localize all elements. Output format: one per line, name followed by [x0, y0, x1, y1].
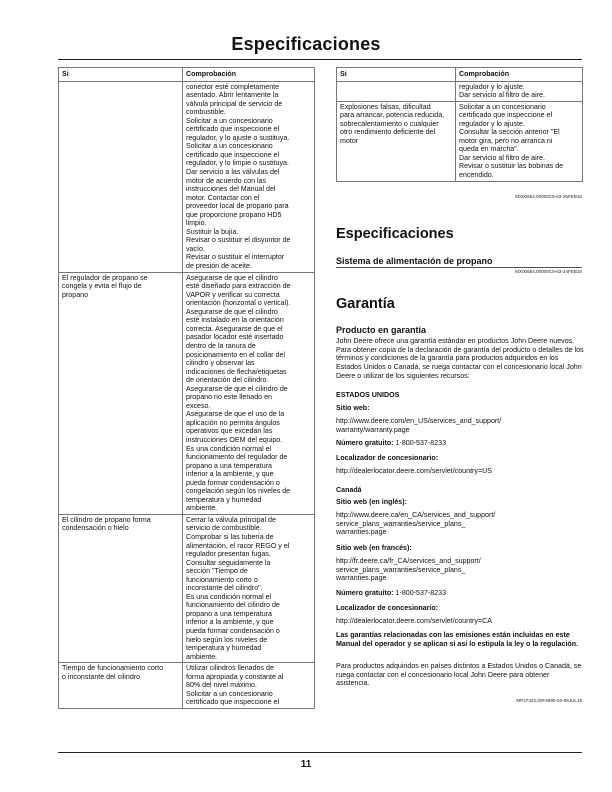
reference-code: MX00654,00000C9-63-24FEB16 — [515, 269, 582, 274]
si-cell — [59, 81, 183, 272]
table-header-row — [337, 68, 583, 82]
ca-phone-number: 1-800-537-8233 — [395, 589, 447, 597]
us-locator-link[interactable]: http://dealerlocator.deere.com/servlet/country=US — [336, 467, 492, 475]
us-phone-label: Número gratuito: — [336, 439, 394, 447]
si-cell — [337, 81, 456, 101]
title-divider — [58, 59, 582, 60]
us-website-label: Sitio web: — [336, 404, 370, 412]
page-title: Especificaciones — [231, 34, 381, 54]
si-cell: El regulador de propano se congela y evita el flujo de propano — [59, 272, 183, 514]
table-row — [59, 272, 315, 514]
column-header-comprobacion: Comprobación — [456, 68, 583, 82]
canada-heading: Canadá — [336, 486, 362, 494]
table-row — [59, 81, 315, 272]
section-heading-garantia: Garantía — [336, 296, 395, 312]
column-header-si: Si — [337, 68, 456, 82]
ca-website-fr-label: Sitio web (en francés): — [336, 544, 412, 552]
emissions-warranty-note: Las garantías relacionadas con las emisiones están incluidas en este Manual del operador y se aplican si así lo estipula la ley o la regulación. — [336, 631, 579, 648]
us-website-link[interactable]: http://www.deere.com/en_US/services_and_support/ warranty/warranty.page — [336, 417, 502, 434]
si-cell: Tiempo de funcionamiento corto o inconstante del cilindro — [59, 663, 183, 709]
us-heading: ESTADOS UNIDOS — [336, 391, 400, 399]
ca-phone-label: Número gratuito: — [336, 589, 394, 597]
comprobacion-cell: Cerrar la válvula principal de servicio de combustible. Comprobar si las tubería de alimentación, el racor REGO y el regulador presentan fugas. Consultar seguidamente la sección "Tiempo de funcionamiento corto o inconstante del cilindro". Es una condición normal el funcionamiento del cilindro de propano a una temperatura inferior a la ambiente, y que pueda formar condensación o hielo según los niveles de temperatura y humedad ambiente. — [183, 514, 315, 662]
table-header-row — [59, 68, 315, 82]
troubleshooting-table-left — [58, 67, 315, 709]
subsection-heading-producto-garantia: Producto en garantía — [336, 325, 427, 335]
comprobacion-cell: Solicitar a un concesionario certificado que inspeccione el regulador y lo ajuste. Consultar la sección anterior "El motor gira, pero no arranca ni queda en marcha". Dar servicio al filtro de aire. Revisar o sustituir las bobinas de encendido. — [456, 101, 583, 181]
si-cell: El cilindro de propano forma condensación o hielo — [59, 514, 183, 662]
table-row — [337, 101, 583, 181]
table-row — [337, 81, 583, 101]
reference-code: MP47322,00F4690-63-09JUL15 — [516, 698, 582, 703]
subsection-heading-propano: Sistema de alimentación de propano — [336, 256, 493, 266]
us-locator-label: Localizador de concesionario: — [336, 454, 439, 462]
ca-phone-line — [336, 589, 584, 598]
page-number: 11 — [300, 759, 312, 770]
ca-website-en-link[interactable]: http://www.deere.ca/en_CA/services_and_support/ service_plans_warranties/service_plans_ warranties.page — [336, 511, 496, 537]
subsection-divider — [336, 267, 582, 268]
comprobacion-cell: Asegurarse de que el cilindro esté diseñado para extracción de VAPOR y verificar su correcta orientación (horizontal o vertical). Asegurarse de que el cilindro esté instalado en la orientación correcta. Asegurarse de que el pasador locador esté insertado dentro de la ranura de posicionamiento en el collar del cilindro y observar las indicaciones de flecha/etiquetas de orientación del cilindro. Asegurarse de que el cilindro de propano no este llenado en exceso. Asegurarse de que el uso de la aplicación no permita ángulos operativos que excedan las instrucciones OEM del equipo. Es una condición normal el funcionamiento del regulador de propano a una temperatura inferior a la ambiente, y que pueda formar condensación o congelación según los niveles de temperatura y humedad ambiente. — [183, 272, 315, 514]
section-heading-especificaciones: Especificaciones — [336, 226, 454, 242]
us-phone-number: 1-800-537-8233 — [395, 439, 447, 447]
reference-code: MX00654,00000C8-63-25FEB16 — [515, 194, 582, 199]
ca-website-en-label: Sitio web (en inglés): — [336, 498, 407, 506]
column-header-si: Si — [59, 68, 183, 82]
ca-locator-link[interactable]: http://dealerlocator.deere.com/servlet/country=CA — [336, 617, 492, 625]
table-row — [59, 514, 315, 662]
table-row — [59, 663, 315, 709]
comprobacion-cell: regulador y lo ajuste. Dar servicio al filtro de aire. — [456, 81, 583, 101]
comprobacion-cell: Utilizar cilindros llenados de forma apropiada y constante al 80% del nivel máximo. Solicitar a un concesionario certificado que inspeccione el — [183, 663, 315, 709]
us-phone-line — [336, 439, 584, 448]
warranty-intro-paragraph: John Deere ofrece una garantía estándar en productos John Deere nuevos. Para obtener copia de la declaración de garantía del producto o detalles de los términos y condiciones de la garantía para productos adquiridos en los Estados Unidos o Canadá, se ruega contactar con el concesionario local John Deere o utilizar de los siguientes recursos: — [336, 337, 584, 380]
other-countries-paragraph: Para productos adquiridos en países distintos a Estados Unidos o Canadá, se ruega contactar con el concesionario local John Deere para obtener asistencia. — [336, 662, 582, 688]
si-cell: Explosiones falsas, dificultad para arrancar, potencia reducida, sobrecalentamiento o cualquier otro rendimiento deficiente del motor — [337, 101, 456, 181]
column-header-comprobacion: Comprobación — [183, 68, 315, 82]
ca-website-fr-link[interactable]: http://fr.deere.ca/fr_CA/services_and_support/ service_plans_warranties/service_plans_ warranties.page — [336, 557, 481, 583]
troubleshooting-table-right — [336, 67, 583, 182]
footer-divider — [58, 752, 582, 753]
ca-locator-label: Localizador de concesionario: — [336, 604, 439, 612]
comprobacion-cell: conector esté completamente asentado. Abrir lentamente la válvula principal de servicio de combustible. Solicitar a un concesionario certificado que inspeccione el regulador, y lo ajuste o sustituya. Solicitar a un concesionario certificado que inspeccione el regulador, y lo limpie o sustituya. Dar servicio a las válvulas del motor de acuerdo con las instrucciones del Manual del motor. Contactar con el proveedor local de propano para que proporcione propano HD5 limpio. Sustituir la bujía. Revisar o sustituir el disyuntor de vacío. Revisar o sustituir el interruptor de presión de aceite. — [183, 81, 315, 272]
